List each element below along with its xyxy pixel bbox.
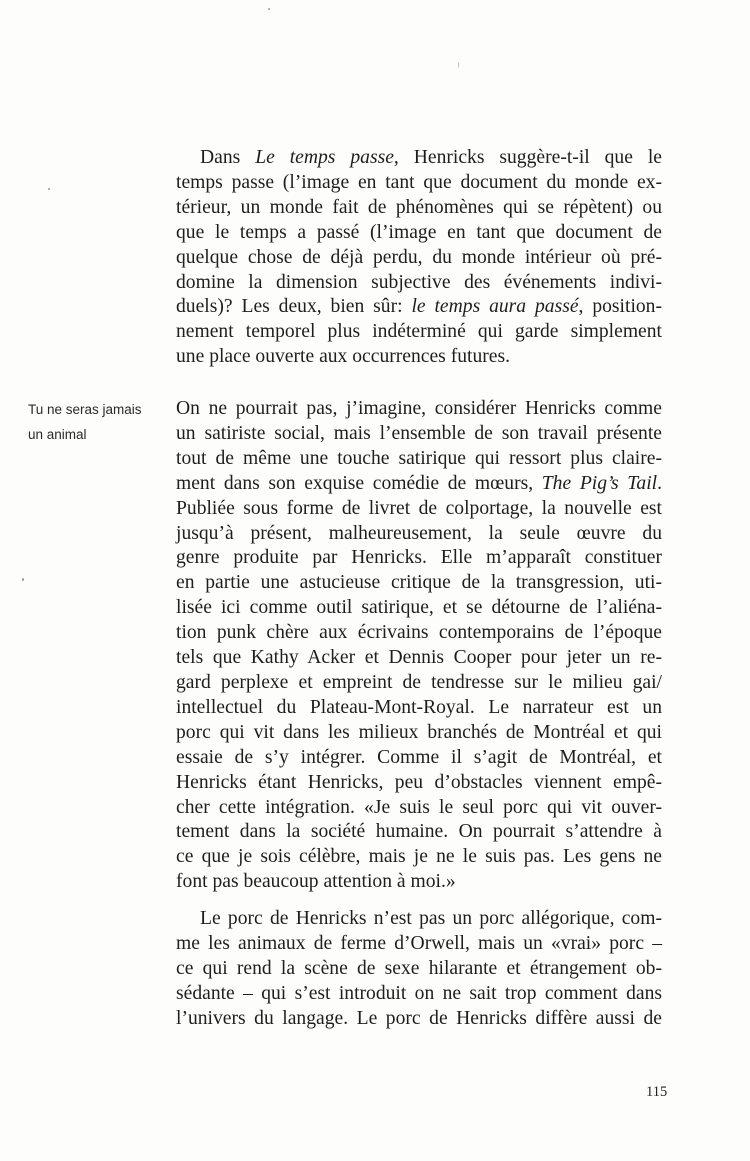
text-line: térieur, un monde fait de phénomènes qui se répètent) ou xyxy=(176,196,662,218)
text-line: tels que Kathy Acker et Dennis Cooper pour jeter un re- xyxy=(176,647,662,669)
text-line: On ne pourrait pas, j’imagine, considérer Henricks comme xyxy=(176,398,662,419)
text-line xyxy=(176,146,662,171)
text-line: tion punk chère aux écrivains contemporains de l’époque xyxy=(176,622,662,644)
scan-speck xyxy=(458,62,459,68)
text-line: que le temps a passé (l’image en tant que document de xyxy=(176,221,662,243)
text-line: ce que je sois célèbre, mais je ne le suis pas. Les gens ne xyxy=(176,846,662,868)
text-run: ment dans son exquise comédie de mœurs, xyxy=(176,472,542,494)
text-line: temps passe (l’image en tant que document du monde ex- xyxy=(176,171,662,193)
text-line: tement dans la société humaine. On pourrait s’attendre à xyxy=(176,821,662,843)
text-run: duels)? Les deux, bien sûr: xyxy=(176,296,412,318)
text-line: Le porc de Henricks n’est pas un porc allégorique, com- xyxy=(200,908,662,929)
text-line: nement temporel plus indéterminé qui garde simplement xyxy=(176,321,662,343)
scan-speck xyxy=(48,188,50,190)
text-run: . xyxy=(657,472,662,494)
text-line: me les animaux de ferme d’Orwell, mais un «vrai» porc – xyxy=(176,932,662,954)
margin-note xyxy=(28,398,168,447)
text-line: quelque chose de déjà perdu, du monde intérieur où pré- xyxy=(176,246,662,268)
text-line: Publiée sous forme de livret de colportage, la nouvelle est xyxy=(176,497,662,519)
italic-title: The Pig’s Tail xyxy=(541,472,658,494)
text-line: tout de même une touche satirique qui ressort plus claire- xyxy=(176,447,662,469)
italic-title: Le temps passe xyxy=(255,147,394,168)
text-run: , position- xyxy=(578,296,663,318)
text-line: genre produite par Henricks. Elle m’apparaît constituer xyxy=(176,547,662,569)
text-line: gard perplexe et empreint de tendresse sur le milieu gai/ xyxy=(176,671,662,693)
text-line: cher cette intégration. «Je suis le seul porc qui vit ouver- xyxy=(176,796,662,818)
scan-speck xyxy=(268,8,270,10)
text-line: porc qui vit dans les milieux branchés de Montréal et qui xyxy=(176,721,662,743)
margin-note-line: Tu ne seras jamais xyxy=(28,402,142,417)
text-line: domine la dimension subjective des événements indivi- xyxy=(176,271,662,293)
paragraph-2 xyxy=(176,397,662,895)
text-line: en partie une astucieuse critique de la transgression, uti- xyxy=(176,572,662,594)
text-line: jusqu’à présent, malheureusement, la seule œuvre du xyxy=(176,522,662,544)
text-line: l’univers du langage. Le porc de Henricks diffère aussi de xyxy=(176,1007,662,1029)
margin-note-line: un animal xyxy=(28,426,87,442)
text-line: un satiriste social, mais l’ensemble de son travail présente xyxy=(176,422,662,444)
text-line xyxy=(176,295,662,320)
text-line xyxy=(176,472,662,497)
text-line: essaie de s’y intégrer. Comme il s’agit de Montréal, et xyxy=(176,746,662,768)
page-number: 115 xyxy=(646,1084,668,1100)
text-run: , Henricks suggère-t-il que le xyxy=(393,147,662,168)
text-line: sédante – qui s’est introduit on ne sait trop comment dans xyxy=(176,982,662,1004)
text-line: lisée ici comme outil satirique, et se détourne de l’aliéna- xyxy=(176,597,662,619)
text-line: intellectuel du Plateau-Mont-Royal. Le narrateur est un xyxy=(176,696,662,718)
paragraph-3 xyxy=(176,907,662,1032)
text-line: une place ouverte aux occurrences futures. xyxy=(176,346,511,368)
text-run: Dans xyxy=(200,147,256,168)
paragraph-1 xyxy=(176,146,662,370)
italic-phrase: le temps aura passé xyxy=(411,296,579,318)
text-line: Henricks étant Henricks, peu d’obstacles viennent empê- xyxy=(176,771,662,793)
text-line: ce qui rend la scène de sexe hilarante et étrangement ob- xyxy=(176,957,662,979)
text-line: font pas beaucoup attention à moi.» xyxy=(176,871,456,893)
scan-speck xyxy=(22,578,24,581)
